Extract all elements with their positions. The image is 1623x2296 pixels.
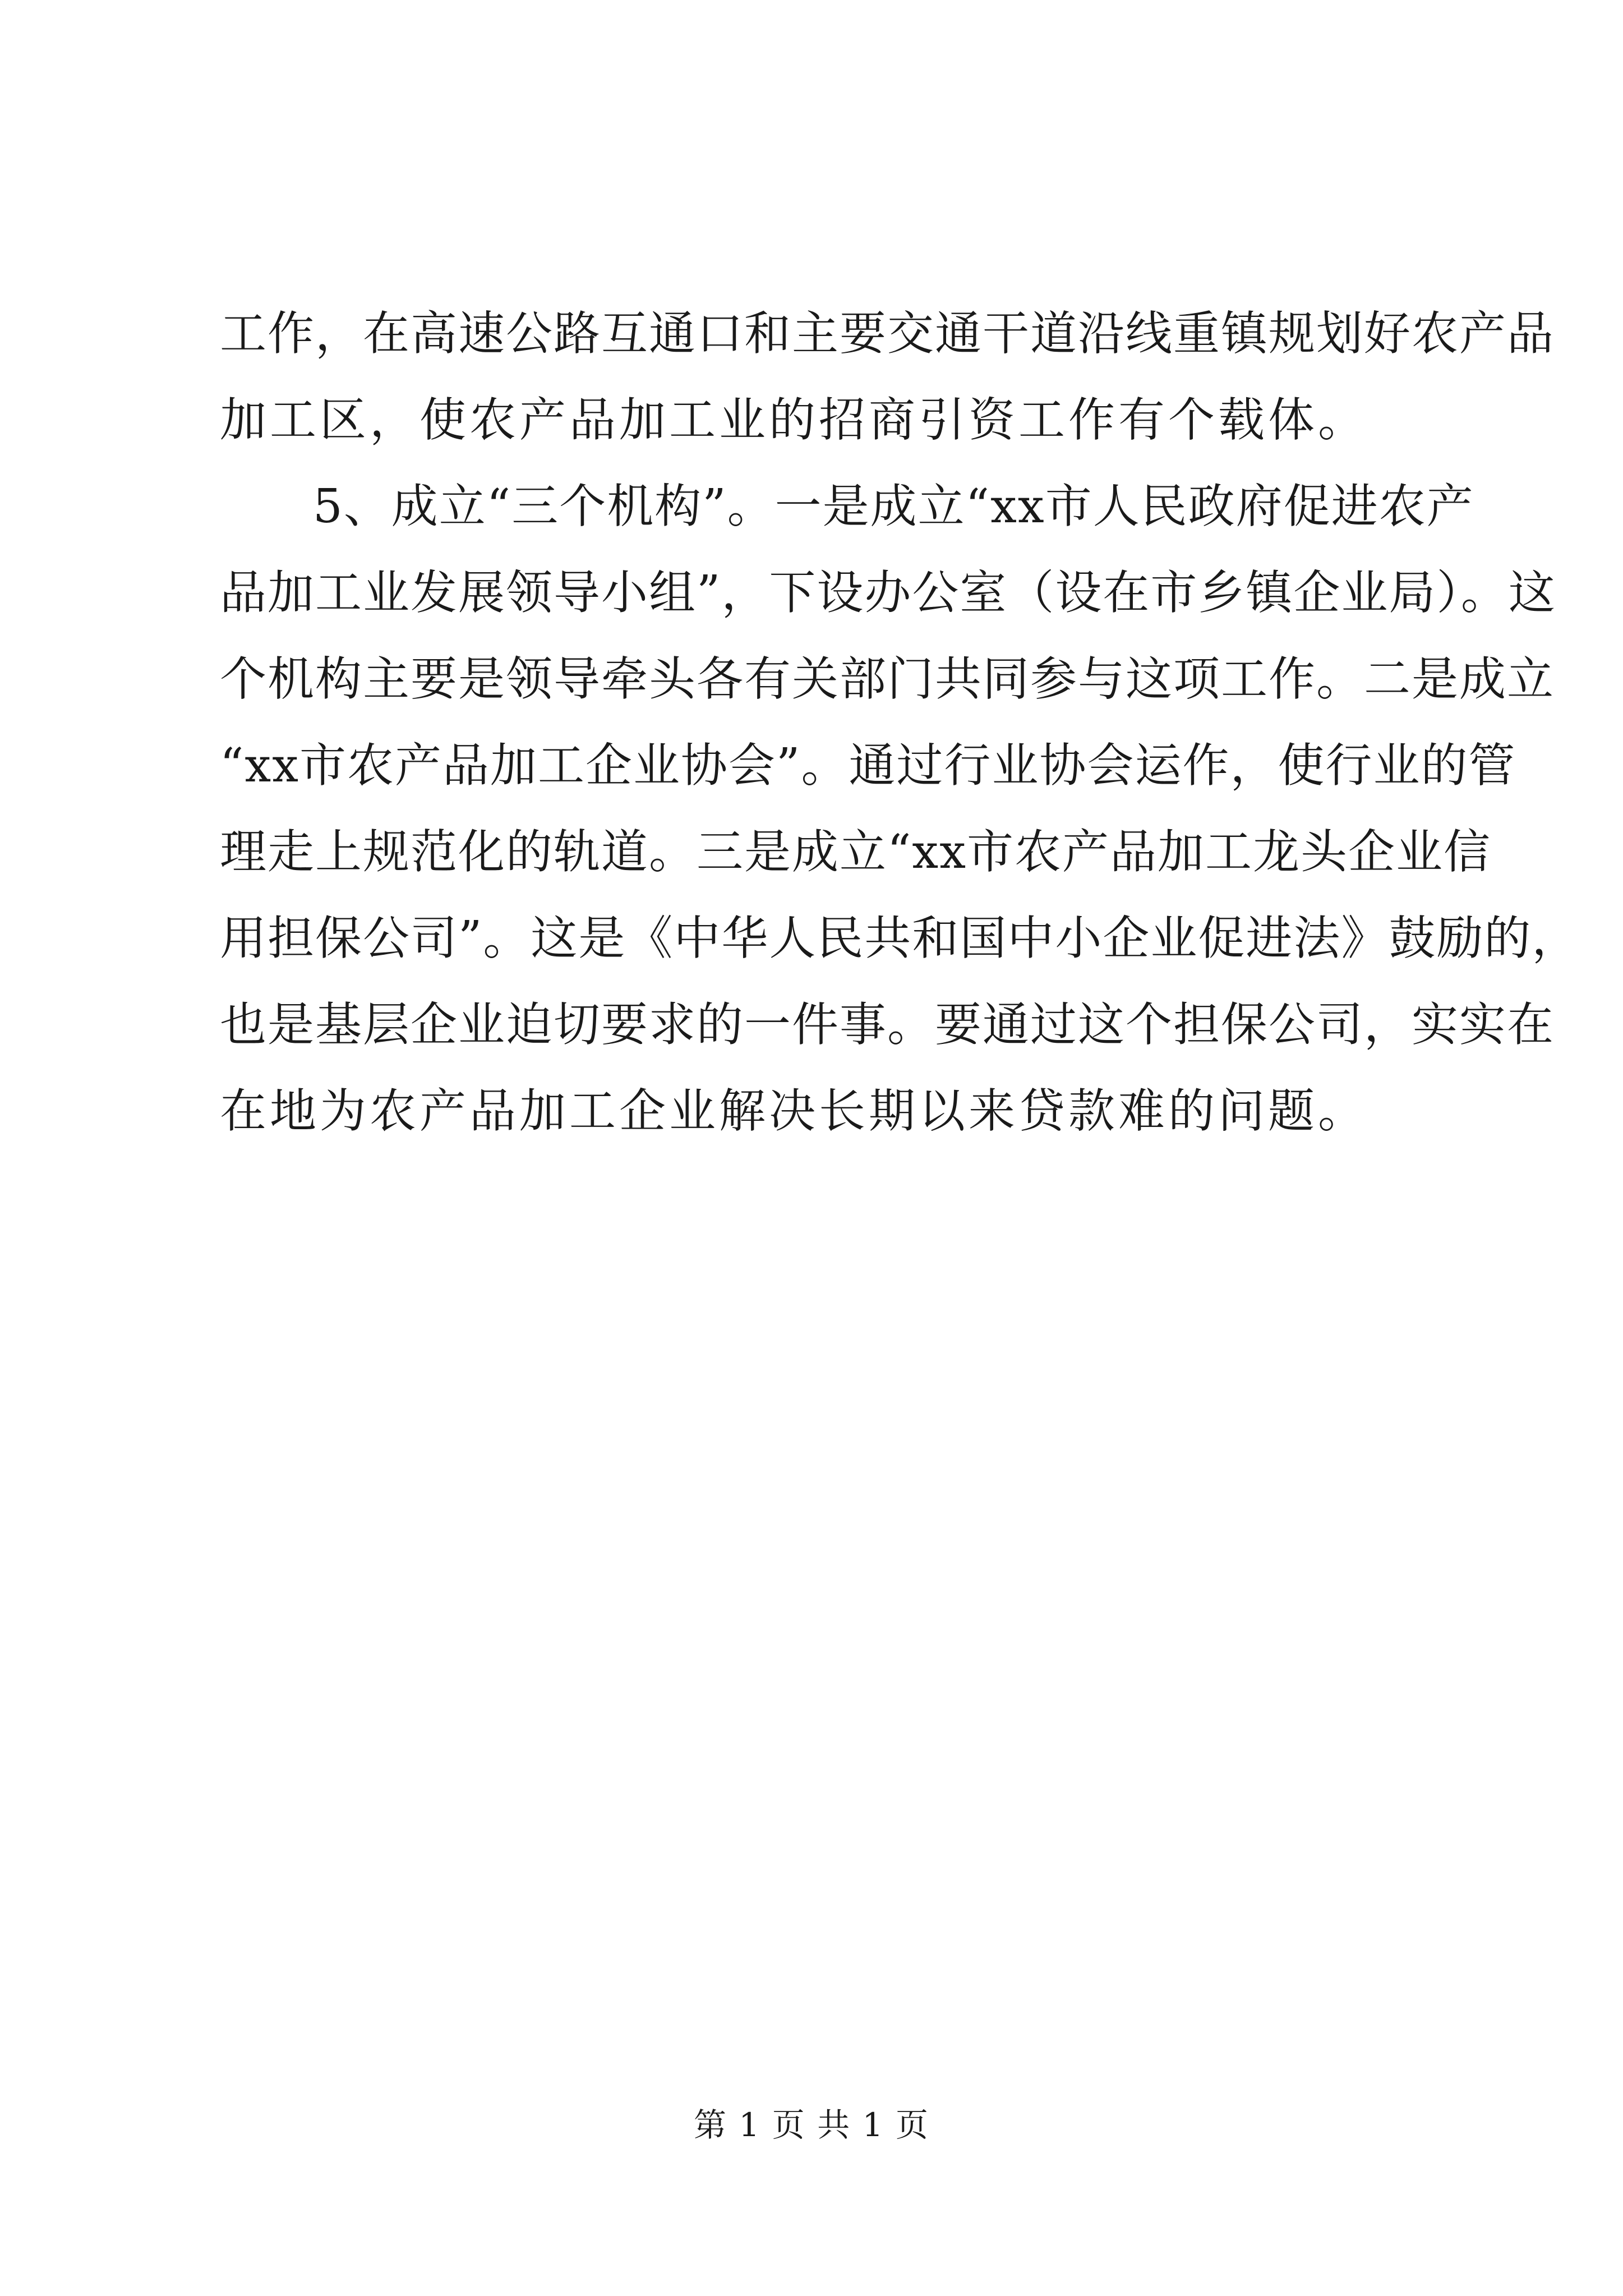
page-number-footer: 第 1 页 共 1 页 [694,2106,929,2144]
paragraph-line: 工作，在高速公路互通口和主要交通干道沿线重镇规划好农产品 [220,306,1555,361]
paragraph-line: 加工区，使农产品加工业的招商引资工作有个载体。 [220,393,1368,447]
paragraph-line: 也是基层企业迫切要求的一件事。要通过这个担保公司，实实在 [220,997,1555,1052]
paragraph-line: 在地为农产品加工企业解决长期以来贷款难的问题。 [220,1084,1368,1138]
paragraph-line: “xx市农产品加工企业协会”。通过行业协会运作，使行业的管 [220,738,1516,793]
paragraph-line: 理走上规范化的轨道。三是成立“xx市农产品加工龙头企业信 [220,825,1492,879]
paragraph-line: 用担保公司”。这是《中华人民共和国中小企业促进法》鼓励的， [220,911,1580,965]
paragraph-line: 个机构主要是领导牵头各有关部门共同参与这项工作。二是成立 [220,652,1555,706]
paragraph-line: 5、成立“三个机构”。一是成立“xx市人民政府促进农产 [313,479,1474,533]
paragraph-line: 品加工业发展领导小组”，下设办公室（设在市乡镇企业局）。这 [220,565,1556,620]
document-body [220,291,1580,1154]
